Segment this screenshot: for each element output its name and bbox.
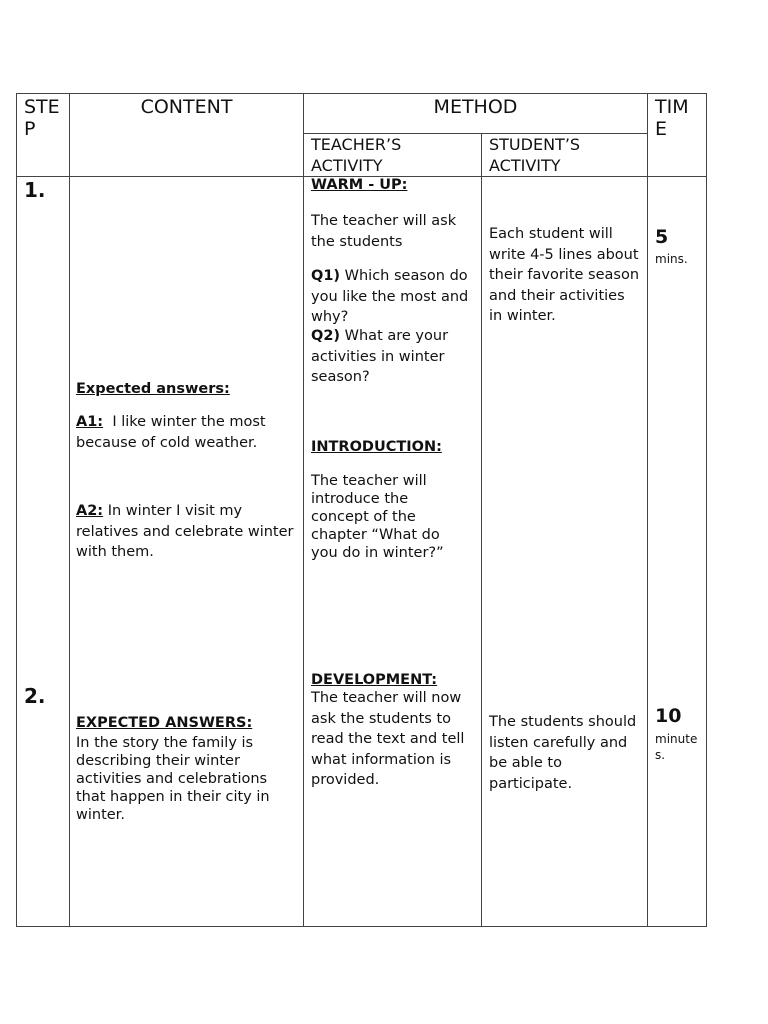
student-activity-1: Each student will write 4-5 lines about their favorite season and their activities in winter.: [489, 226, 640, 324]
expected-answers2-text: In the story the family is describing their winter activities and celebrations that happen in their city in winter.: [76, 735, 270, 823]
introduction-text: The teacher will introduce the concept of the chapter “What do you do in winter?”: [311, 473, 444, 561]
step-number-1: 1.: [24, 178, 46, 202]
warmup-text: The teacher will ask the students: [311, 213, 457, 250]
header-time: TIM E: [655, 96, 689, 140]
question-q2-text: What are your activities in winter season?: [311, 328, 449, 385]
step-content-divider: [69, 93, 70, 927]
header-method: METHOD: [433, 96, 518, 118]
question-q1: [311, 266, 479, 328]
question-q2-label: Q2): [311, 328, 341, 344]
expected-answers2-heading: EXPECTED ANSWERS:: [76, 715, 253, 731]
header-student-activity: STUDENT’S ACTIVITY: [489, 135, 581, 175]
time-2-unit: minutes.: [655, 732, 698, 762]
step-number-2: 2.: [24, 684, 46, 708]
answer-a2: [76, 501, 298, 563]
development-heading: DEVELOPMENT:: [311, 672, 438, 688]
table-top-border: [16, 93, 707, 94]
header-teacher-activity: TEACHER’S ACTIVITY: [311, 135, 402, 175]
header-step: STE P: [24, 96, 60, 140]
answer-a1-label: A1:: [76, 414, 104, 430]
answer-a1-text: I like winter the most because of cold weather.: [76, 414, 266, 451]
table-bottom-border: [16, 926, 707, 927]
question-q2: [311, 326, 476, 388]
expected-answers-heading: Expected answers:: [76, 381, 230, 397]
question-q1-label: Q1): [311, 268, 341, 284]
header-content: CONTENT: [140, 96, 233, 118]
warmup-heading: WARM - UP:: [311, 177, 408, 193]
answer-a2-text: In winter I visit my relatives and celebrate winter with them.: [76, 503, 294, 560]
development-text: The teacher will now ask the students to read the text and tell what information is provided.: [311, 690, 465, 788]
time-1-value: 5: [655, 226, 669, 248]
teacher-student-divider: [481, 133, 482, 927]
student-activity-2: The students should listen carefully and be able to participate.: [489, 714, 637, 792]
method-time-divider: [647, 93, 648, 927]
question-q1-text: Which season do you like the most and why?: [311, 268, 469, 325]
answer-a2-label: A2:: [76, 503, 104, 519]
table-left-border: [16, 93, 17, 927]
answer-a1: [76, 412, 298, 453]
introduction-heading: INTRODUCTION:: [311, 439, 442, 455]
content-method-divider: [303, 93, 304, 927]
time-1-unit: mins.: [655, 252, 688, 266]
table-right-border: [706, 93, 707, 927]
time-2-value: 10: [655, 705, 682, 727]
